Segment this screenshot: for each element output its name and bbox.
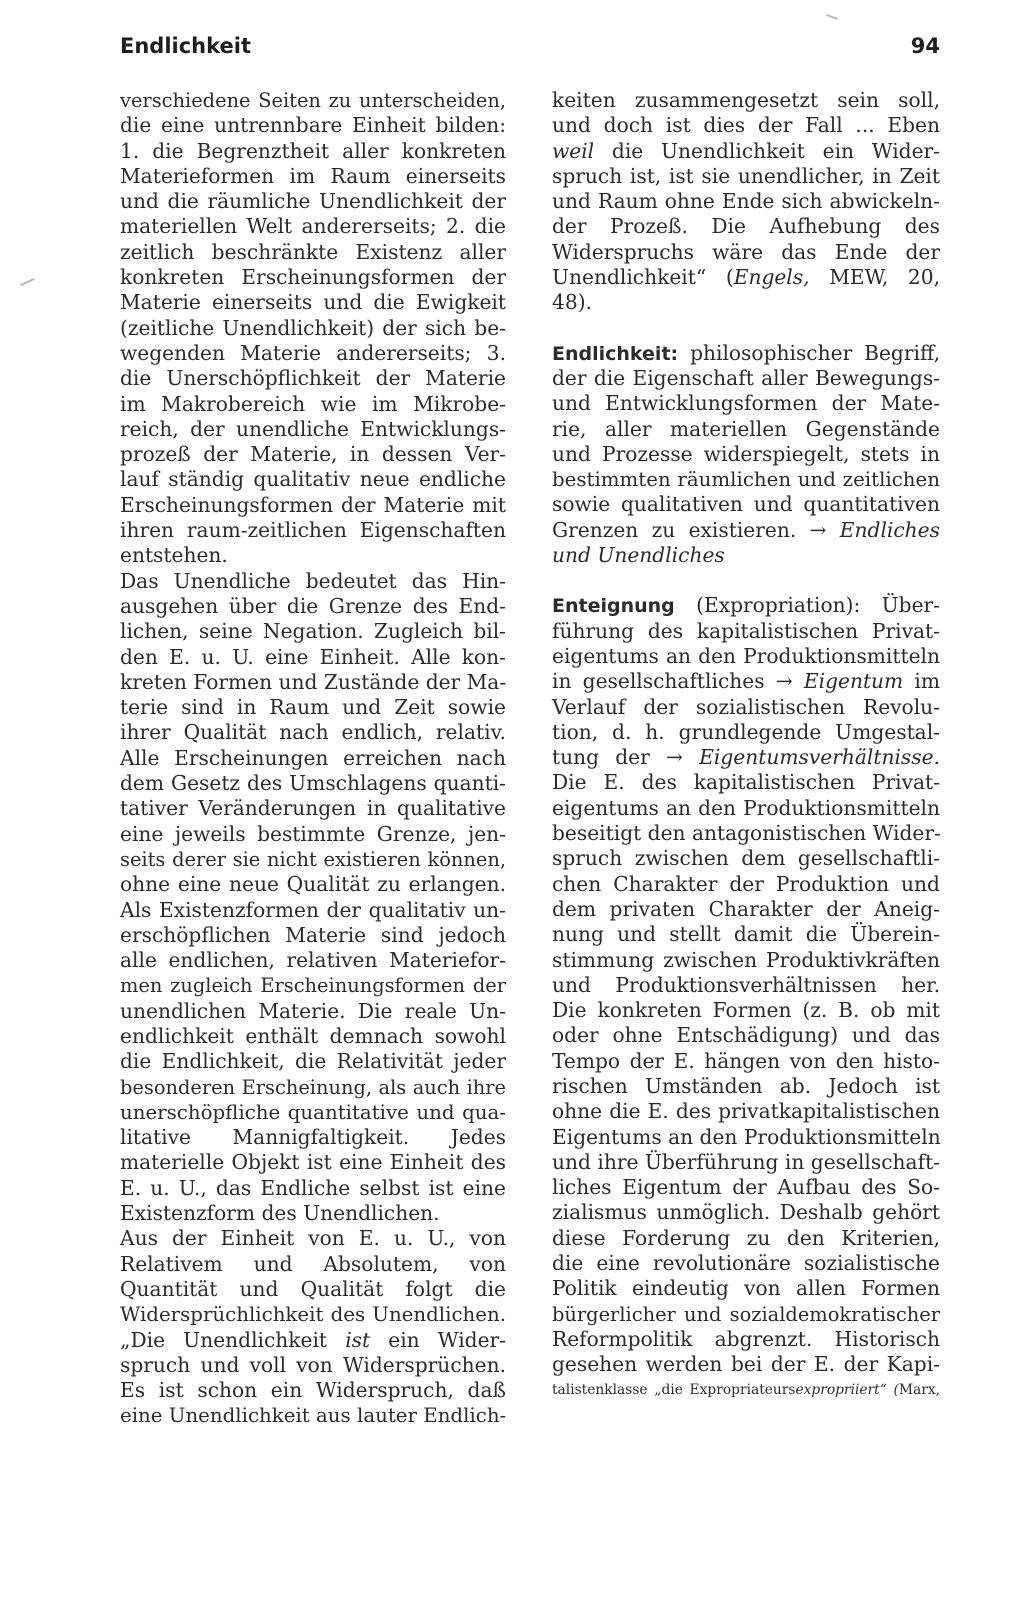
entry-headword: Endlichkeit:: [552, 342, 679, 365]
text-line: men zugleich Erscheinungsformen der: [120, 974, 506, 998]
text-line: und doch ist dies der Fall ... Eben: [552, 113, 940, 138]
text-line: und Raum ohne Ende sich abwickeln-: [552, 189, 940, 214]
entry-spacer: [552, 568, 940, 593]
text-line: und Entwicklungsformen der Mate-: [552, 391, 940, 416]
text-line: beseitigt den antagonistischen Wider-: [552, 821, 941, 846]
text-line: Als Existenzformen der qualitativ un-: [120, 897, 506, 922]
cross-reference-link[interactable]: Eigentumsverhältnisse.: [699, 745, 941, 770]
text-line: eine Unendlichkeit aus lauter Endlich-: [120, 1404, 507, 1428]
running-head: Endlichkeit: [120, 34, 252, 58]
text-line: Verlauf der sozialistischen Revolu-: [552, 694, 940, 719]
text-line: bestimmten räumlichen und zeitlichen: [552, 468, 940, 492]
text-line: oder ohne Entschädigung) und das: [552, 1023, 940, 1048]
entry-first-line: [552, 341, 940, 366]
cross-reference-arrow-icon: →: [764, 669, 804, 694]
text-line: rischen Umständen ab. Jedoch ist: [552, 1073, 940, 1098]
text-line: zeitlich beschränkte Existenz aller: [120, 239, 506, 264]
text-line: konkreten Erscheinungsformen der: [120, 265, 506, 290]
text-line: dem privaten Charakter der Aneig-: [552, 896, 940, 921]
text-run: ein Wider-: [388, 1327, 506, 1352]
text-line: Politik eindeutig von allen Formen: [552, 1276, 940, 1301]
text-line: Widersprüchlichkeit des Unendlichen.: [120, 1303, 506, 1327]
text-line: endlichkeit enthält demnach sowohl: [120, 1023, 506, 1048]
text-line: prozeß der Materie, in dessen Ver-: [120, 442, 506, 467]
text-line: im Makrobereich wie im Mikrobe-: [120, 391, 506, 416]
text-line: wegenden Materie andererseits; 3.: [120, 340, 506, 365]
text-line: und Produktionsverhältnissen her.: [552, 972, 940, 997]
text-line: unerschöpfliche quantitative und qua-: [120, 1100, 506, 1124]
text-line: tion, d. h. grundlegende Umgestal-: [552, 719, 940, 744]
text-line: 1. die Begrenztheit aller konkreten: [120, 138, 506, 163]
text-line: rie, aller materiellen Gegenstände: [552, 416, 940, 441]
text-line: eine jeweils bestimmte Grenze, jen-: [120, 821, 506, 846]
text-line: ohne die E. des privatkapitalistischen: [552, 1099, 940, 1124]
text-line: kreten Formen und Zustände der Ma-: [120, 669, 507, 694]
text-line: materielle Objekt ist eine Einheit des: [120, 1150, 506, 1175]
cross-reference-arrow-icon: →: [796, 517, 840, 542]
text-line: die eine revolutionäre sozialistische: [552, 1251, 940, 1276]
text-run: Unendlichkeit“ (: [552, 265, 734, 290]
text-line: reich, der unendliche Entwicklungs-: [120, 416, 506, 441]
text-line: stimmung zwischen Produktivkräften: [552, 947, 940, 972]
text-line: eigentums an den Produktionsmitteln: [552, 795, 940, 820]
text-line: liches Eigentum der Aufbau des So-: [552, 1175, 940, 1200]
text-run: Grenzen zu existieren.: [552, 517, 797, 542]
text-run: im: [903, 669, 940, 694]
scan-mark: [826, 14, 838, 20]
text-line: und Prozesse widerspiegelt, stets in: [552, 441, 940, 466]
cross-reference-link[interactable]: und Unendliches: [552, 543, 725, 568]
text-line: lauf ständig qualitativ neue endliche: [120, 467, 506, 492]
emphasis: weil: [552, 138, 595, 163]
text-line: führung des kapitalistischen Privat-: [552, 618, 940, 643]
text-line: [552, 265, 940, 290]
text-line: bürgerlicher und sozialdemokratischer: [552, 1302, 940, 1326]
text-line: der die Eigenschaft aller Bewegungs-: [552, 365, 940, 390]
text-line: und ihre Überführung in gesellschaft-: [552, 1149, 940, 1174]
citation-author: expropriiert“ (: [795, 1381, 899, 1398]
text-line: [552, 669, 940, 694]
text-line: die eine untrennbare Einheit bilden:: [120, 113, 506, 138]
text-line: Tempo der E. hängen von den histo-: [552, 1048, 940, 1073]
text-line: sowie qualitativen und quantitativen: [552, 492, 940, 517]
page-header: [120, 34, 940, 70]
text-line: ausgehen über die Grenze des End-: [120, 593, 506, 618]
text-line: unendlichen Materie. Die reale Un-: [120, 998, 506, 1023]
text-line: [552, 518, 940, 543]
text-line: Erscheinungsformen der Materie mit: [120, 492, 506, 517]
citation-author: Engels,: [733, 265, 810, 290]
text-line: eigentums an den Produktionsmitteln: [552, 643, 940, 668]
cross-reference-link[interactable]: Eigentum: [803, 669, 904, 694]
text-line: litative Mannigfaltigkeit. Jedes: [120, 1125, 506, 1150]
text-line: entstehen.: [120, 543, 228, 568]
text-line: gesehen werden bei der E. der Kapi-: [552, 1352, 940, 1377]
text-line: terie sind in Raum und Zeit sowie: [120, 695, 506, 720]
text-line: keiten zusammengesetzt sein soll,: [552, 88, 940, 112]
right-column: [552, 88, 940, 1403]
emphasis: ist: [345, 1327, 371, 1352]
text-line: ihrer Qualität nach endlich, relativ.: [120, 720, 506, 745]
text-line: Reformpolitik abgrenzt. Historisch: [552, 1326, 940, 1351]
text-line: Die E. des kapitalistischen Privat-: [552, 770, 940, 795]
text-line: erschöpflichen Materie sind jedoch: [120, 922, 506, 947]
text-line: nung und stellt damit die Überein-: [552, 922, 940, 947]
page-number: 94: [910, 34, 940, 58]
text-run: (Expropriation): Über-: [674, 593, 940, 618]
text-line: [552, 745, 940, 770]
text-line: (zeitliche Unendlichkeit) der sich be-: [120, 315, 506, 340]
text-line: spruch zwischen dem gesellschaftli-: [552, 846, 940, 871]
text-line: Aus der Einheit von E. u. U., von: [120, 1226, 506, 1251]
text-run: philosophischer Begriff,: [678, 340, 940, 365]
text-line: 48).: [552, 290, 592, 315]
text-line: und die räumliche Unendlichkeit der: [120, 189, 506, 214]
text-run: tung der: [552, 745, 650, 770]
text-line: Existenzform des Unendlichen.: [120, 1201, 440, 1226]
text-line: chen Charakter der Produktion und: [552, 871, 940, 896]
text-line: besonderen Erscheinung, als auch ihre: [120, 1075, 506, 1099]
text-line: verschiedene Seiten zu unterscheiden,: [120, 89, 506, 112]
text-line: zialismus unmöglich. Deshalb gehört: [552, 1200, 940, 1225]
text-line: alle endlichen, relativen Materiefor-: [120, 948, 506, 973]
text-run: talistenklasse „die Expropriateurs: [552, 1381, 796, 1398]
entry-headword: Enteignung: [552, 595, 675, 618]
text-line: [552, 543, 940, 568]
text-line: ihren raum-zeitlichen Eigenschaften: [120, 518, 506, 543]
text-line: Materieformen im Raum einerseits: [120, 163, 506, 188]
text-line: [120, 1328, 506, 1353]
text-line: Relativem und Absolutem, von: [120, 1251, 506, 1276]
text-line: ohne eine neue Qualität zu erlangen.: [120, 872, 506, 897]
text-line: tativer Veränderungen in qualitative: [120, 796, 506, 821]
text-line: E. u. U., das Endliche selbst ist eine: [120, 1175, 506, 1200]
text-line: Es ist schon ein Widerspruch, daß: [120, 1378, 506, 1403]
text-line: die Endlichkeit, die Relativität jeder: [120, 1049, 506, 1074]
cross-reference-link[interactable]: Endliches: [839, 517, 940, 542]
entry-spacer: [552, 316, 940, 341]
text-line: Eigentums an den Produktionsmitteln: [552, 1124, 941, 1149]
text-line: lichen, seine Negation. Zugleich bil-: [120, 619, 506, 644]
text-line: Alle Erscheinungen erreichen nach: [120, 745, 506, 770]
text-line: Die konkreten Formen (z. B. ob mit: [552, 998, 940, 1023]
text-line: spruch ist, ist sie unendlicher, in Zeit: [552, 163, 940, 188]
text-line: Quantität und Qualität folgt die: [120, 1276, 506, 1301]
text-line: [552, 1378, 940, 1403]
entry-first-line: [552, 593, 940, 618]
text-run: die Unendlichkeit ein Wider-: [611, 138, 941, 163]
text-run: „Die Unendlichkeit: [120, 1327, 328, 1352]
text-line: diese Forderung zu den Kriterien,: [552, 1225, 940, 1250]
left-column: [120, 88, 506, 1429]
text-line: seits derer sie nicht existieren können,: [120, 847, 506, 871]
scan-mark: [20, 278, 34, 286]
text-line: dem Gesetz des Umschlagens quanti-: [120, 771, 506, 796]
text-line: Das Unendliche bedeutet das Hin-: [120, 568, 506, 593]
text-run: MEW, 20,: [809, 265, 940, 290]
text-line: den E. u. U. eine Einheit. Alle kon-: [120, 644, 506, 669]
text-run: Marx,: [898, 1381, 940, 1398]
text-line: der Prozeß. Die Aufhebung des: [552, 214, 940, 239]
text-run: in gesellschaftliches: [552, 669, 765, 694]
text-line: [552, 139, 940, 164]
text-line: Materie einerseits und die Ewigkeit: [120, 290, 506, 315]
text-line: spruch und voll von Widersprüchen.: [120, 1352, 506, 1377]
text-line: die Unerschöpflichkeit der Materie: [120, 366, 506, 391]
text-line: Widerspruchs wäre das Ende der: [552, 239, 940, 264]
text-line: materiellen Welt andererseits; 2. die: [120, 214, 506, 239]
cross-reference-arrow-icon: →: [649, 745, 700, 770]
